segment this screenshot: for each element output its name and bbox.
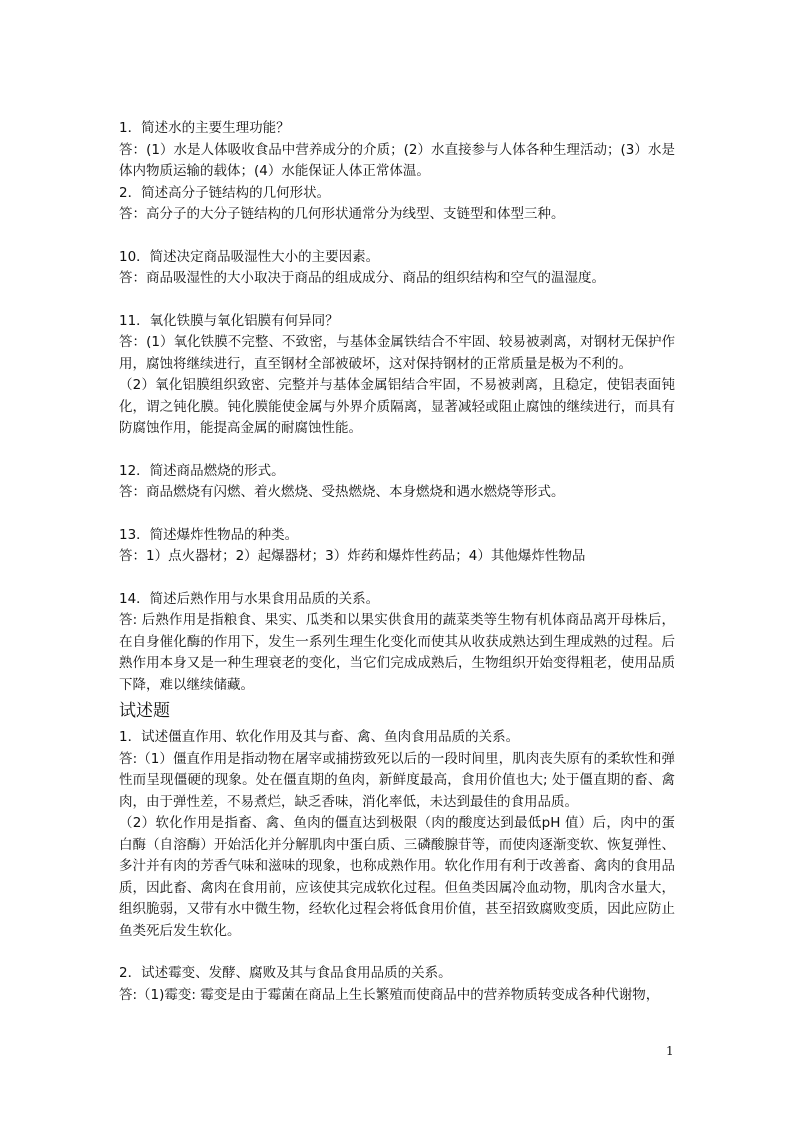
paragraph: 答: 后熟作用是指粮食、果实、瓜类和以果实供食用的蔬菜类等生物有机体商品离开母株后，在自身催化酶的作用下，发生一系列生理生化变化而使其从收获成熟达到生理成熟的过程。后熟作用本身又是一种生理衰老的变化，当它们完成成熟后，生物组织开始变得粗老，使用品质下降，难以继续储藏。	[119, 612, 675, 693]
paragraph-spacer	[119, 504, 675, 525]
paragraph-spacer	[119, 226, 675, 247]
paragraph: 13．简述爆炸性物品的种类。	[119, 526, 299, 543]
paragraph: 答：高分子的大分子链结构的几何形状通常分为线型、支链型和体型三种。	[119, 206, 565, 222]
paragraph-spacer	[119, 290, 675, 311]
page-number: 1	[666, 1044, 674, 1058]
paragraph: 14．简述后熟作用与水果食用品质的关系。	[119, 590, 380, 607]
paragraph-spacer	[119, 440, 675, 461]
paragraph: 1．简述水的主要生理功能？	[119, 120, 290, 136]
paragraph: 2．简述高分子链结构的几何形状。	[119, 184, 331, 201]
paragraph: 答：1）点火器材；2）起爆器材；3）炸药和爆炸性药品；4）其他爆炸性物品	[119, 548, 586, 564]
paragraph: 11．氧化铁膜与氧化铝膜有何异同？	[119, 312, 339, 329]
paragraph: 2．试述霉变、发酵、腐败及其与食品食用品质的关系。	[119, 965, 452, 981]
paragraph: 1．试述僵直作用、软化作用及其与畜、禽、鱼肉食用品质的关系。	[119, 729, 520, 745]
paragraph: 答：商品燃烧有闪燃、着火燃烧、受热燃烧、本身燃烧和遇水燃烧等形式。	[119, 484, 565, 500]
paragraph: 答:（1）僵直作用是指动物在屠宰或捕捞致死以后的一段时间里，肌肉丧失原有的柔软性和弹性而呈现僵硬的现象。处在僵直期的鱼肉，新鲜度最高，食用价值也大; 处于僵直期的畜、禽肉，由于弹性差，不易煮烂，缺乏香味，消化率低，未达到最佳的食用品质。	[119, 750, 675, 810]
paragraph: 12．简述商品燃烧的形式。	[119, 462, 285, 479]
paragraph: （2）软化作用是指畜、禽、鱼肉的僵直达到极限（肉的酸度达到最低pH 值）后，肉中的蛋白酶（自溶酶）开始活化并分解肌肉中蛋白质、三磷酸腺苷等，而使肉逐渐变软、恢复弹性、多汁并有肉的芳香气味和滋味的现象，也称成熟作用。软化作用有利于改善畜、禽肉的食用品质，因此畜、禽肉在食用前，应该使其完成软化过程。但鱼类因属冷血动物，肌肉含水量大，组织脆弱，又带有水中微生物，经软化过程会将低食用价值，甚至招致腐败变质，因此应防止鱼类死后发生软化。	[119, 815, 675, 939]
paragraph: 答：商品吸湿性的大小取决于商品的组成成分、商品的组织结构和空气的温湿度。	[119, 270, 605, 286]
paragraph: 答：(1）氧化铁膜不完整、不致密，与基体金属铁结合不牢固、较易被剥离，对钢材无保护作用，腐蚀将继续进行，直至钢材全部被破坏，这对保持钢材的正常质量是极为不利的。	[119, 334, 675, 372]
paragraph: 10．简述决定商品吸湿性大小的主要因素。	[119, 248, 380, 265]
document-body	[119, 118, 675, 1006]
paragraph: 答:（1)霉变: 霉变是由于霉菌在商品上生长繁殖而使商品中的营养物质转变成各种代谢物，	[119, 986, 660, 1003]
paragraph-spacer	[119, 942, 675, 963]
paragraph: （2）氧化铝膜组织致密、完整并与基体金属铝结合牢固，不易被剥离，且稳定，使铝表面钝化，谓之钝化膜。钝化膜能使金属与外界介质隔离，显著减轻或阻止腐蚀的继续进行，而具有防腐蚀作用，能提高金属的耐腐蚀性能。	[119, 377, 675, 436]
paragraph: 答：(1）水是人体吸收食品中营养成分的介质；(2）水直接参与人体各种生理活动；(3）水是体内物质运输的载体；(4）水能保证人体正常体温。	[119, 141, 675, 179]
section-heading: 试述题	[119, 701, 170, 721]
paragraph-spacer	[119, 568, 675, 589]
